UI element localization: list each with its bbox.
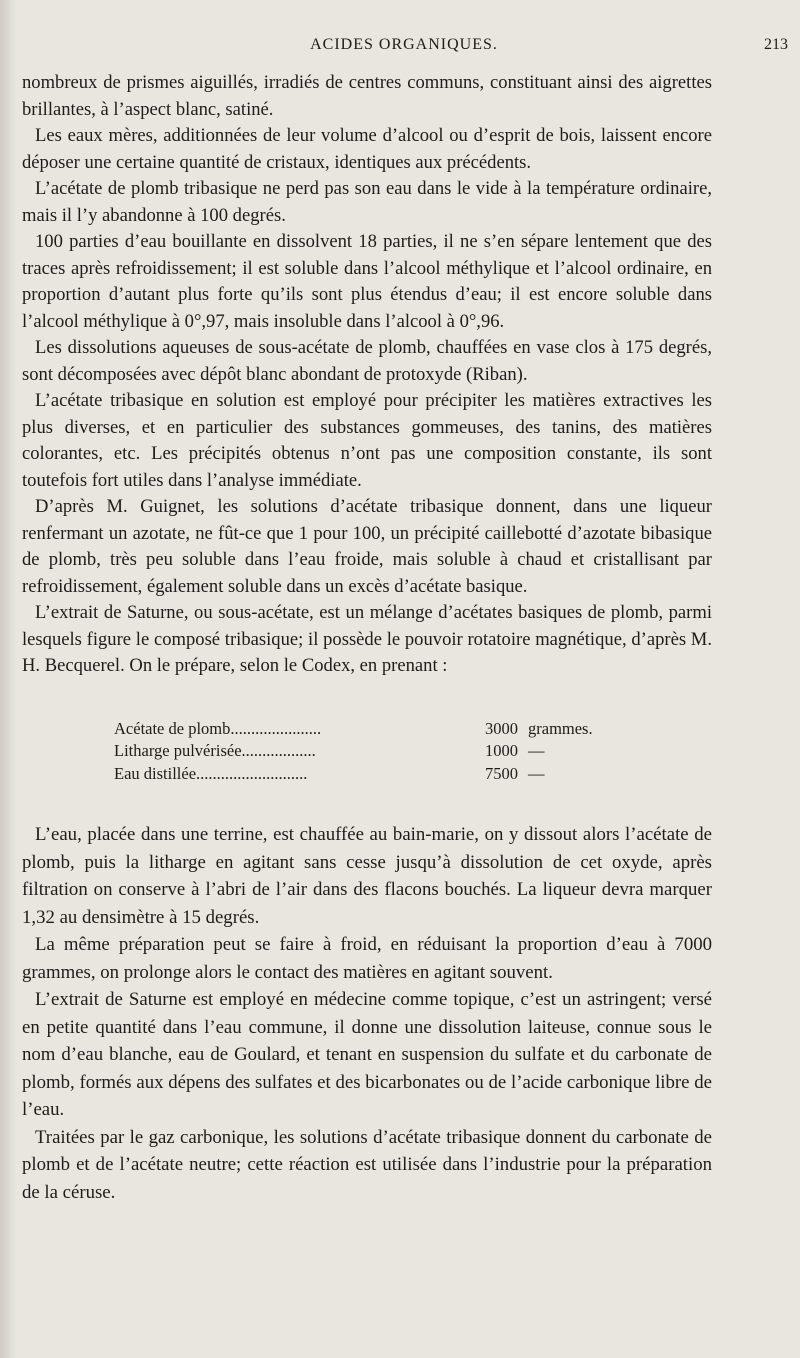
recipe-quantity: 1000 [485, 741, 518, 760]
recipe-unit: — [528, 763, 545, 783]
recipe-ingredient: Acétate de plomb...................... [114, 718, 322, 738]
paragraph: Les dissolutions aqueuses de sous-acétate de plomb, chauffées en vase clos à 175 degrés, sont décomposées avec dépôt blanc abondant de protoxyde (Riban). [22, 337, 712, 385]
recipe-row [114, 718, 614, 741]
running-title: ACIDES ORGANIQUES. [310, 36, 498, 53]
page-number: 213 [764, 36, 788, 53]
recipe-ingredient: Eau distillée........................... [114, 763, 308, 783]
paragraph: nombreux de prismes aiguillés, irradiés de centres communs, constituant ainsi des aigrettes brillantes, à l’aspect blanc, satiné. [22, 72, 712, 120]
recipe-unit: — [528, 741, 545, 760]
recipe-table [114, 718, 614, 786]
paragraph: L’extrait de Saturne, ou sous-acétate, est un mélange d’acétates basiques de plomb, parmi lesquels figure le composé tribasique; il possède le pouvoir rotatoire magnétique, d’après M. H. Becquerel. On le prépare, selon le Codex, en prenant : [22, 602, 712, 676]
paragraph: D’après M. Guignet, les solutions d’acétate tribasique donnent, dans une liqueur renfermant un azotate, ne fût-ce que 1 pour 100, un précipité caillebotté d’azotate bibasique de plomb, très peu soluble dans l’eau froide, mais soluble à chaud et cristallisant par refroidissement, également soluble dans un excès d’acétate basique. [22, 496, 712, 597]
paragraph: 100 parties d’eau bouillante en dissolvent 18 parties, il ne s’en sépare lentement que des traces après refroidissement; il est soluble dans l’alcool méthylique et l’alcool ordinaire, en proportion d’autant plus forte qu’ils sont plus étendus d’eau; il est encore soluble dans l’alcool méthylique à 0°,97, mais insoluble dans l’alcool à 0°,96. [22, 231, 712, 332]
body-text [22, 70, 712, 1206]
page-header [20, 36, 788, 64]
recipe-row [114, 740, 614, 763]
recipe-quantity: 7500 [485, 763, 518, 783]
recipe-ingredient: Litharge pulvérisée.................. [114, 741, 316, 760]
paragraph: L’extrait de Saturne est employé en médecine comme topique, c’est un astringent; versé en petite quantité dans l’eau commune, il donne une dissolution laiteuse, connue sous le nom d’eau blanche, eau de Goulard, et tenant en suspension du sulfate et du carbonate de plomb, formés aux dépens des sulfates et des bicarbonates ou de l’acide carbonique libre de l’eau. [22, 989, 712, 1120]
lower-text [22, 821, 712, 1206]
paragraph: L’acétate tribasique en solution est employé pour précipiter les matières extractives les plus diverses, et en particulier des substances gommeuses, des tanins, des matières colorantes, etc. Les précipités obtenus n’ont pas une composition constante, ils sont toutefois fort utiles dans l’analyse immédiate. [22, 390, 712, 491]
recipe-row [114, 763, 614, 786]
recipe-unit: grammes. [528, 718, 593, 738]
paragraph: L’acétate de plomb tribasique ne perd pas son eau dans le vide à la température ordinaire, mais il l’y abandonne à 100 degrés. [22, 178, 712, 226]
paragraph: L’eau, placée dans une terrine, est chauffée au bain-marie, on y dissout alors l’acétate de plomb, puis la litharge en agitant sans cesse jusqu’à dissolution de cet oxyde, après filtration on conserve à l’abri de l’air dans des flacons bouchés. La liqueur devra marquer 1,32 au densimètre à 15 degrés. [22, 824, 712, 928]
paragraph: La même préparation peut se faire à froid, en réduisant la proportion d’eau à 7000 grammes, on prolonge alors le contact des matières en agitant souvent. [22, 934, 712, 983]
paragraph: Les eaux mères, additionnées de leur volume d’alcool ou d’esprit de bois, laissent encore déposer une certaine quantité de cristaux, identiques aux précédents. [22, 125, 712, 173]
recipe-quantity: 3000 [485, 718, 518, 738]
paragraph: Traitées par le gaz carbonique, les solutions d’acétate tribasique donnent du carbonate de plomb et de l’acétate neutre; cette réaction est utilisée dans l’industrie pour la préparation de la céruse. [22, 1126, 712, 1203]
